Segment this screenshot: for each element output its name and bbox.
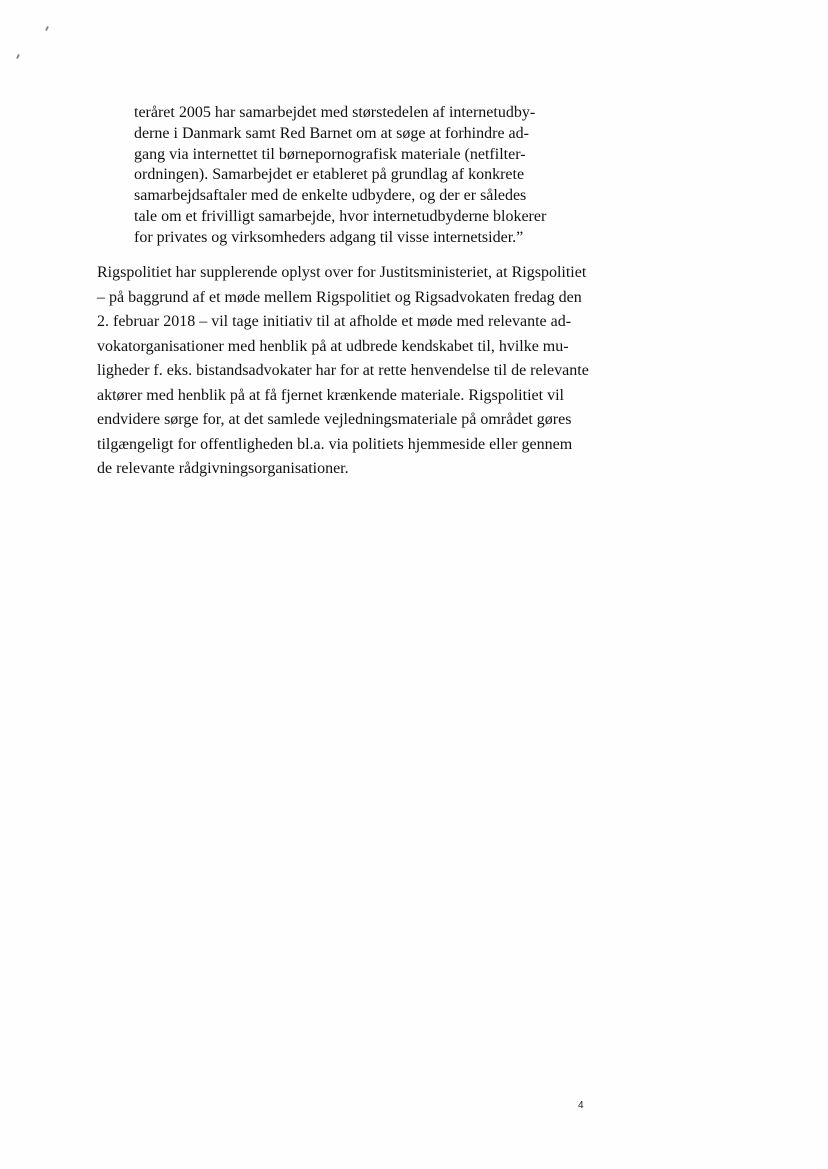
- scan-speck: [45, 26, 49, 31]
- paragraph-line: aktører med henblik på at få fjernet krænkende materiale. Rigspolitiet vil: [97, 387, 564, 404]
- quote-line: for privates og virksomheders adgang til visse internetsider.”: [134, 229, 524, 246]
- quote-line: ordningen). Samarbejdet er etableret på grundlag af konkrete: [134, 166, 525, 183]
- paragraph-line: tilgængeligt for offentligheden bl.a. via politiets hjemmeside eller gennem: [97, 436, 573, 453]
- quote-line: teråret 2005 har samarbejdet med størstedelen af internetudby-: [134, 104, 536, 121]
- paragraph-line: Rigspolitiet har supplerende oplyst over for Justitsministeriet, at Rigspolitiet: [97, 264, 587, 281]
- scan-speck: [16, 54, 20, 59]
- quote-line: derne i Danmark samt Red Barnet om at søge at forhindre ad-: [134, 125, 529, 142]
- paragraph-line: vokatorganisationer med henblik på at udbrede kendskabet til, hvilke mu-: [97, 338, 569, 355]
- paragraph-line: – på baggrund af et møde mellem Rigspolitiet og Rigsadvokaten fredag den: [97, 289, 582, 306]
- paragraph-line: de relevante rådgivningsorganisationer.: [97, 460, 349, 477]
- paragraph-line: ligheder f. eks. bistandsadvokater har for at rette henvendelse til de relevante: [97, 362, 589, 379]
- quote-line: gang via internettet til børnepornografisk materiale (netfilter-: [134, 146, 526, 163]
- page-number: 4: [578, 1100, 584, 1111]
- paragraph-line: endvidere sørge for, at det samlede vejledningsmateriale på området gøres: [97, 411, 572, 428]
- paragraph-line: 2. februar 2018 – vil tage initiativ til at afholde et møde med relevante ad-: [97, 313, 572, 330]
- quote-line: tale om et frivilligt samarbejde, hvor internetudbyderne blokerer: [134, 208, 547, 225]
- quote-line: samarbejdsaftaler med de enkelte udbydere, og der er således: [134, 187, 527, 204]
